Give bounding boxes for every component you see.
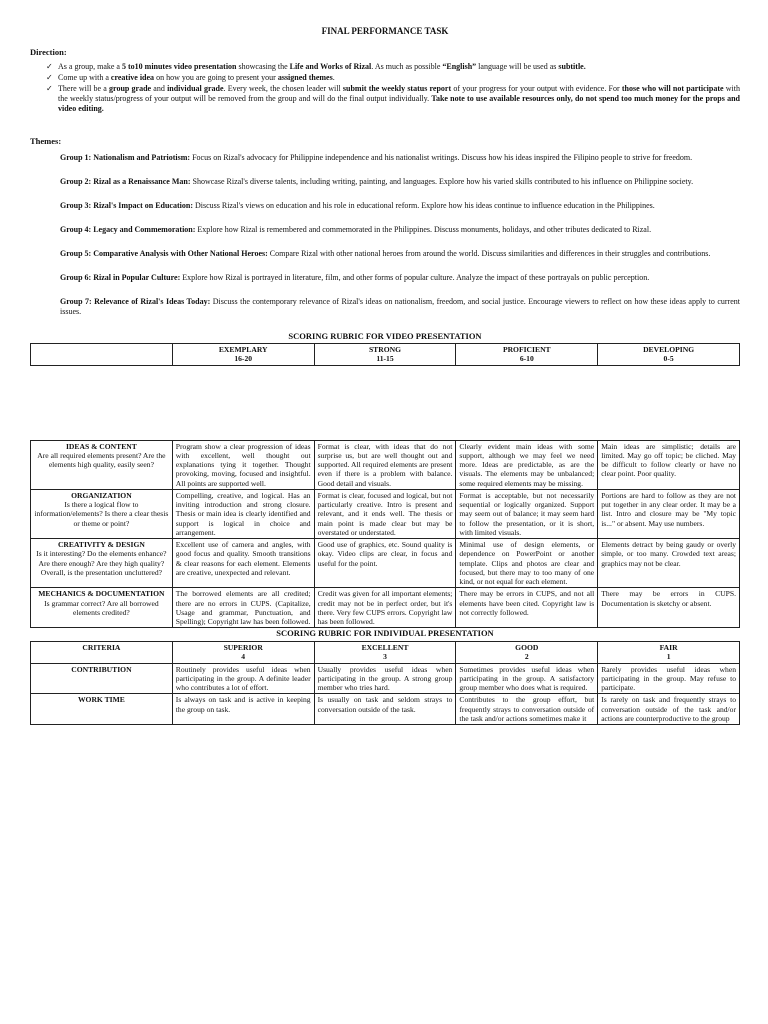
direction-text: There will be a [58, 83, 110, 93]
criterion-name: CONTRIBUTION [71, 664, 132, 674]
level-range: 1 [666, 652, 671, 662]
direction-text: assigned themes [277, 72, 333, 82]
descriptor-cell: Portions are hard to follow as they are not put together in any clear order. It may be a list. Intro and closure may be "My topic is..." or absent. May use numbers. [598, 489, 740, 538]
descriptor-cell: Contributes to the group effort, but frequently strays to conversation outside of the task and/or actions sometimes make it [456, 694, 598, 725]
criterion-cell [31, 440, 173, 489]
level-name: PROFICIENT [502, 345, 551, 355]
descriptor-cell: Good use of graphics, etc. Sound quality is okay. Video clips are clear, in focus and useful for the point. [314, 539, 456, 588]
theme-heading: Group 5: Comparative Analysis with Other National Heroes: [60, 248, 268, 258]
criterion-cell [31, 539, 173, 588]
level-header [598, 344, 740, 366]
direction-text: creative idea [110, 72, 155, 82]
descriptor-cell: Credit was given for all important elements; credit may not be in perfect order, but it's there. Very few CUPS errors. Copyright law has been followed. [314, 588, 456, 628]
rubric-row [31, 588, 740, 628]
descriptor-cell: Rarely provides useful ideas when participating in the group. May refuse to participate. [598, 663, 740, 694]
descriptor-cell: Is rarely on task and frequently strays to conversation outside of the task and/or actions are counterproductive to the group [598, 694, 740, 725]
direction-text: individual grade [167, 83, 224, 93]
level-range: 16-20 [234, 354, 253, 364]
level-range: 6-10 [519, 354, 534, 364]
direction-text: with the weekly status/progress of your output will be removed from the group and will do the final output individually. [58, 83, 741, 103]
individual-rubric-title: SCORING RUBRIC FOR INDIVIDUAL PRESENTATION [276, 628, 494, 639]
theme-description: Showcase Rizal's diverse talents, including writing, painting, and languages. Explore how his varied skills contributed to his influence on Philippine society. [190, 176, 694, 186]
video-rubric-corner-cell [31, 344, 173, 366]
level-name: DEVELOPING [643, 345, 695, 355]
theme-item [60, 297, 740, 317]
descriptor-cell: Elements detract by being gaudy or overly simple, or too many. Crowded text areas; graphics may not be clear. [598, 539, 740, 588]
level-range: 2 [524, 652, 529, 662]
direction-text: and [151, 83, 168, 93]
theme-item [60, 249, 740, 259]
direction-label: Direction: [30, 47, 67, 58]
level-header [598, 642, 740, 664]
theme-item [60, 201, 740, 211]
direction-text: subtitle. [558, 61, 586, 71]
criterion-name: WORK TIME [77, 695, 125, 705]
criterion-question: Is there a logical flow to information/elements? Is there a clear thesis or theme or point? [34, 500, 169, 528]
theme-heading: Group 7: Relevance of Rizal's Ideas Today: [60, 296, 211, 306]
theme-description: Explore how Rizal is portrayed in literature, film, and other forms of popular culture. Analyze the impact of these portrayals on public perception. [180, 272, 650, 282]
level-name: GOOD [515, 643, 539, 652]
individual-rubric-header-row [31, 642, 740, 664]
rubric-row [31, 663, 740, 694]
theme-description: Focus on Rizal's advocacy for Philippine independence and his nationalist writings. Discuss how his ideas inspired the Filipino people to strive for freedom. [190, 152, 693, 162]
page-title: FINAL PERFORMANCE TASK [321, 26, 449, 36]
descriptor-cell: Format is clear, with ideas that do not surprise us, but are well thought out and supported. All required elements are present even if there is a problem with balance. Good detail and visuals. [314, 440, 456, 489]
direction-text: group grade [109, 83, 152, 93]
descriptor-cell: Routinely provides useful ideas when participating in the group. A definite leader who contributes a lot of effort. [172, 663, 314, 694]
video-rubric-title: SCORING RUBRIC FOR VIDEO PRESENTATION [288, 330, 482, 341]
descriptor-cell: Is usually on task and seldom strays to conversation outside of the task. [314, 694, 456, 725]
level-name: EXEMPLARY [218, 345, 268, 355]
level-name: FAIR [659, 643, 678, 652]
theme-heading: Group 1: Nationalism and Patriotism: [60, 152, 191, 162]
level-header [172, 344, 314, 366]
criterion-name: CREATIVITY & DESIGN [57, 540, 145, 550]
theme-item [60, 177, 740, 187]
theme-description: Compare Rizal with other national heroes from around the world. Discuss similarities and differences in their struggles and contributions. [267, 248, 711, 258]
level-range: 4 [241, 652, 246, 662]
theme-description: Explore how Rizal is remembered and commemorated in the Philippines. Discuss monuments, holidays, and other tributes dedicated to Rizal. [195, 224, 652, 234]
direction-item [46, 84, 740, 114]
individual-rubric-table [30, 641, 740, 725]
video-rubric-header-table [30, 343, 740, 366]
level-header [314, 642, 456, 664]
theme-item [60, 153, 740, 163]
theme-item [60, 225, 740, 235]
direction-text: Life and Works of Rizal [289, 61, 372, 71]
descriptor-cell: Is always on task and is active in keeping the group on task. [172, 694, 314, 725]
direction-text: those who will not participate [621, 83, 724, 93]
direction-text: on how you are going to present your [154, 72, 278, 82]
direction-text: . As much as possible [371, 61, 443, 71]
direction-text: 5 to10 minutes video presentation [121, 61, 237, 71]
criterion-question: Is grammar correct? Are all borrowed elements credited? [44, 598, 159, 617]
descriptor-cell: Program show a clear progression of ideas with excellent, well thought out explanations tying it together. Thought provoking, moving, focused and insightful. All points are supported well. [172, 440, 314, 489]
level-header [314, 344, 456, 366]
descriptor-cell: Clearly evident main ideas with some support, although we may feel we need more. Ideas are predictable, as are the visuals. The elements may be unbalanced; some required elements may be missing. [456, 440, 598, 489]
descriptor-cell: Usually provides useful ideas when participating in the group. A strong group member who tries hard. [314, 663, 456, 694]
document-page [30, 26, 740, 725]
criteria-header: CRITERIA [31, 642, 173, 664]
checkmark-icon: ✓ [46, 72, 53, 82]
direction-text: of your progress for your output with evidence. For [451, 83, 622, 93]
direction-text: Come up with a [58, 72, 111, 82]
theme-heading: Group 4: Legacy and Commemoration: [60, 224, 196, 234]
descriptor-cell: Main ideas are simplistic; details are limited. May go off topic; be cliched. May be difficult to follow clearly or have no clear point. Poor quality. [598, 440, 740, 489]
direction-text: submit the weekly status report [342, 83, 452, 93]
criterion-name: IDEAS & CONTENT [65, 441, 137, 451]
criterion-cell [31, 588, 173, 628]
video-rubric-table [30, 440, 740, 629]
descriptor-cell: There may be errors in CUPS. Documentation is sketchy or absent. [598, 588, 740, 628]
checkmark-icon: ✓ [46, 83, 53, 93]
rubric-row [31, 539, 740, 588]
level-range: 3 [383, 652, 387, 662]
descriptor-cell: There may be errors in CUPS, and not all elements have been cited. Copyright law is not correctly followed. [456, 588, 598, 628]
criterion-name: MECHANICS & DOCUMENTATION [38, 589, 165, 599]
rubric-row [31, 440, 740, 489]
level-range: 11-15 [376, 354, 394, 364]
direction-text: As a group, make a [58, 61, 122, 71]
descriptor-cell: Excellent use of camera and angles, with good focus and quality. Smooth transitions & clear reasons for each element. Elements are creative, unexpected and relevant. [172, 539, 314, 588]
criterion-name: ORGANIZATION [71, 490, 132, 500]
level-range: 0-5 [663, 354, 674, 364]
rubric-row [31, 489, 740, 538]
descriptor-cell: Format is clear, focused and logical, but not particularly creative. Intro is present and relevant, and it ends well. The thesis or main point is made clear but may be overstated or understated. [314, 489, 456, 538]
level-name: EXCELLENT [361, 643, 409, 652]
level-header [456, 642, 598, 664]
criterion-question: Is it interesting? Do the elements enhance? Are there enough? Are they high quality? Overall, is the presentation uncluttered? [36, 549, 167, 577]
spacer [30, 366, 740, 440]
theme-heading: Group 3: Rizal's Impact on Education: [60, 200, 193, 210]
themes-list [30, 153, 740, 317]
checkmark-icon: ✓ [46, 61, 53, 71]
themes-label: Themes: [30, 135, 62, 146]
direction-item [46, 73, 740, 83]
descriptor-cell: Format is acceptable, but not necessarily sequential or logically organized. Support may seem out of balance; it may seem hard to follow the presentation, or it is short, with limited visuals. [456, 489, 598, 538]
level-name: STRONG [368, 345, 402, 355]
theme-item [60, 273, 740, 283]
descriptor-cell: Compelling, creative, and logical. Has an inviting introduction and strong closure. Thesis or main idea is clearly identified and support is logical in choice and arrangement. [172, 489, 314, 538]
direction-text: language will be used as [476, 61, 559, 71]
descriptor-cell: Sometimes provides useful ideas when participating in the group. A satisfactory group member who does what is required. [456, 663, 598, 694]
direction-item [46, 62, 740, 72]
descriptor-cell: Minimal use of design elements, or dependence on PowerPoint or another template. Clips and photos are clear and focused, but there may to too many of one kind, or not equal for each element. [456, 539, 598, 588]
direction-text: showcasing the [236, 61, 290, 71]
direction-list [30, 62, 740, 114]
video-rubric-header-row [31, 344, 740, 366]
direction-text: . [332, 72, 335, 82]
direction-text: . Every week, the chosen leader will [223, 83, 343, 93]
rubric-row [31, 694, 740, 725]
level-header [172, 642, 314, 664]
theme-description: Discuss Rizal's views on education and his role in educational reform. Explore how his ideas continue to influence education in the Philippines. [192, 200, 655, 210]
criterion-cell [31, 694, 173, 725]
direction-text: Take note to use available resources only, do not spend too much money for the props and video editing. [58, 93, 740, 113]
theme-heading: Group 6: Rizal in Popular Culture: [60, 272, 181, 282]
criterion-cell [31, 489, 173, 538]
direction-text: “English” [442, 61, 477, 71]
level-header [456, 344, 598, 366]
descriptor-cell: The borrowed elements are all credited; there are no errors in CUPS. (Capitalize, Usage and grammar, Punctuation, and Spelling); Copyright law has been followed. [172, 588, 314, 628]
level-name: SUPERIOR [223, 643, 263, 652]
criterion-cell [31, 663, 173, 694]
criterion-question: Are all required elements present? Are the elements high quality, easily seen? [37, 450, 166, 470]
theme-heading: Group 2: Rizal as a Renaissance Man: [60, 176, 191, 186]
theme-description: Discuss the contemporary relevance of Rizal's ideas on nationalism, freedom, and social justice. Encourage viewers to reflect on how these ideas apply to current issues. [60, 296, 741, 316]
